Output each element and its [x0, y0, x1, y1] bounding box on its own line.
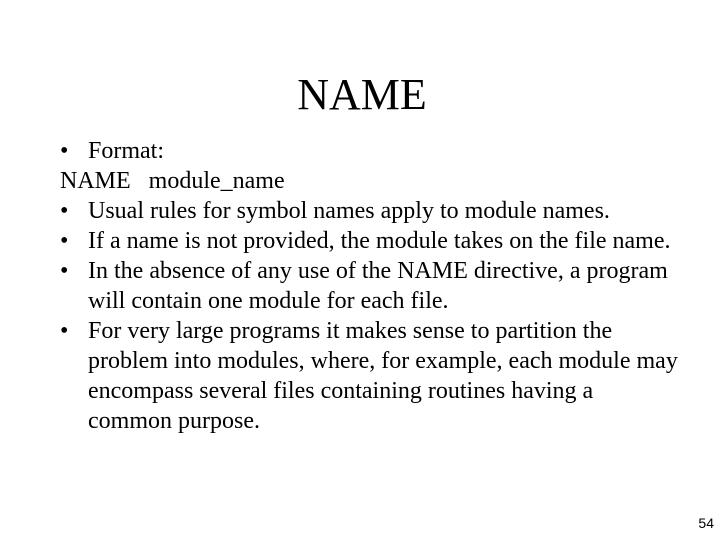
- bullet-item: [60, 226, 680, 256]
- bullet-glyph: •: [60, 138, 69, 164]
- bullet-text: Format:: [88, 138, 164, 164]
- slide-body: [60, 136, 680, 436]
- slide-title: NAME: [297, 70, 427, 119]
- bullet-glyph: •: [60, 318, 69, 344]
- bullet-item: [60, 136, 680, 166]
- bullet-glyph: •: [60, 228, 69, 254]
- bullet-item: [60, 256, 680, 316]
- format-syntax-line: NAME module_name: [60, 168, 285, 194]
- bullet-text: For very large programs it makes sense to partition the problem into modules, where, for example, each module may encompass several files containing routines having a common purpose.: [88, 318, 678, 434]
- bullet-text: If a name is not provided, the module takes on the file name.: [88, 228, 671, 254]
- page-number: 54: [698, 515, 714, 531]
- bullet-text: In the absence of any use of the NAME directive, a program will contain one module for each file.: [88, 258, 668, 314]
- bullet-glyph: •: [60, 258, 69, 284]
- bullet-item: [60, 316, 680, 436]
- bullet-item: [60, 196, 680, 226]
- bullet-text: Usual rules for symbol names apply to module names.: [88, 198, 610, 224]
- bullet-glyph: •: [60, 198, 69, 224]
